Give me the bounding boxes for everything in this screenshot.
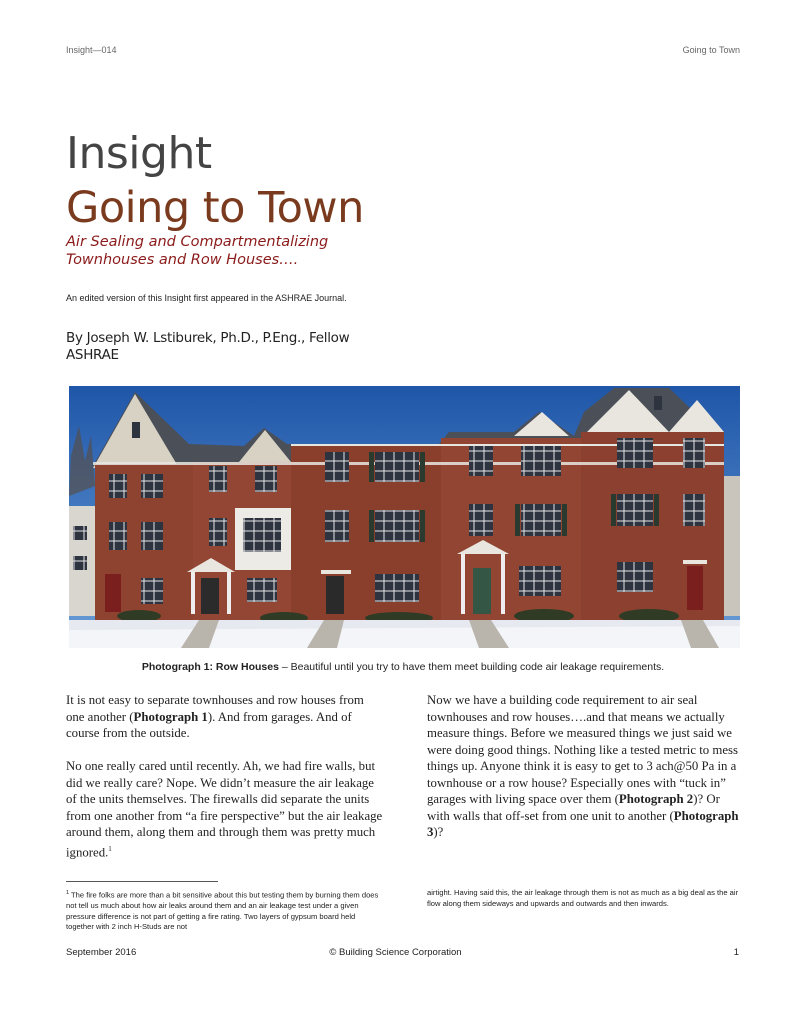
row-houses-photograph xyxy=(69,386,740,648)
footnote-number: 1 xyxy=(66,890,70,896)
running-header-right: Going to Town xyxy=(682,45,740,55)
body-paragraph xyxy=(66,692,384,742)
footnote-marker: 1 xyxy=(108,844,112,853)
footnote-right: airtight. Having said this, the air leakage through them is not as much as a big deal as the air flow along them sideways and upwards and outwards and then inwards. xyxy=(427,888,739,908)
subtitle-line-1: Air Sealing and Compartmentalizing xyxy=(66,234,329,250)
author-byline: By Joseph W. Lstiburek, Ph.D., P.Eng., Fellow ASHRAE xyxy=(66,330,350,363)
photograph-reference: Photograph 2 xyxy=(618,792,694,806)
photograph-reference: Photograph 3 xyxy=(427,808,739,839)
body-text: ). And from garages. And of course from the outside. xyxy=(66,709,352,740)
article-title: Going to Town xyxy=(66,183,364,233)
edited-version-note: An edited version of this Insight first appeared in the ASHRAE Journal. xyxy=(66,293,347,303)
body-text: No one really cared until recently. Ah, we had fire walls, but did we really care? Nope. We didn’t measure the air leakage of the units themselves. The firewalls did separate the units from one another from “a fire perspective” but the air leakage around them, along them and through them was pretty much ignored. xyxy=(66,759,383,859)
caption-text: – Beautiful until you try to have them meet building code air leakage requirements. xyxy=(278,661,665,673)
body-paragraph xyxy=(66,758,384,860)
photograph-caption xyxy=(66,661,740,673)
article-subtitle xyxy=(66,233,386,269)
photograph-reference: Photograph 1 xyxy=(133,709,208,724)
footnote-left xyxy=(66,888,384,933)
body-text: )? xyxy=(433,825,444,839)
footer-copyright: © Building Science Corporation xyxy=(329,947,462,958)
footnote-divider xyxy=(66,881,218,882)
footnote-text: The fire folks are more than a bit sensitive about this but testing them by burning them does not tell us much about how air leaks around them and an air leakage test under a given pressure difference is not part of getting a fire rating. Two layers of gypsum board held together with 2 inch H-Studs are not xyxy=(66,890,379,932)
body-column-left xyxy=(66,692,384,877)
footer-date: September 2016 xyxy=(66,947,137,958)
body-paragraph xyxy=(427,692,741,841)
running-header-left: Insight—014 xyxy=(66,45,117,55)
body-column-right xyxy=(427,692,741,857)
caption-label: Photograph 1: Row Houses xyxy=(141,661,279,673)
document-title: Insight xyxy=(66,128,212,179)
body-text: )? Or with walls that off-set from one unit to another ( xyxy=(427,792,720,823)
page-number: 1 xyxy=(733,947,739,958)
subtitle-line-2: Townhouses and Row Houses…. xyxy=(66,252,299,268)
body-text: It is not easy to separate townhouses and row houses from one another ( xyxy=(66,693,364,724)
body-text: Now we have a building code requirement to air seal townhouses and row houses….and that means we actually measure things. Before we measured things we just said we were doing good things. Nothing like a tested metric to mess things up. Anyone think it is easy to get to 3 ach@50 Pa in a townhouse or a row house? Especially ones with “tuck in” garages with living space over them ( xyxy=(427,693,738,806)
